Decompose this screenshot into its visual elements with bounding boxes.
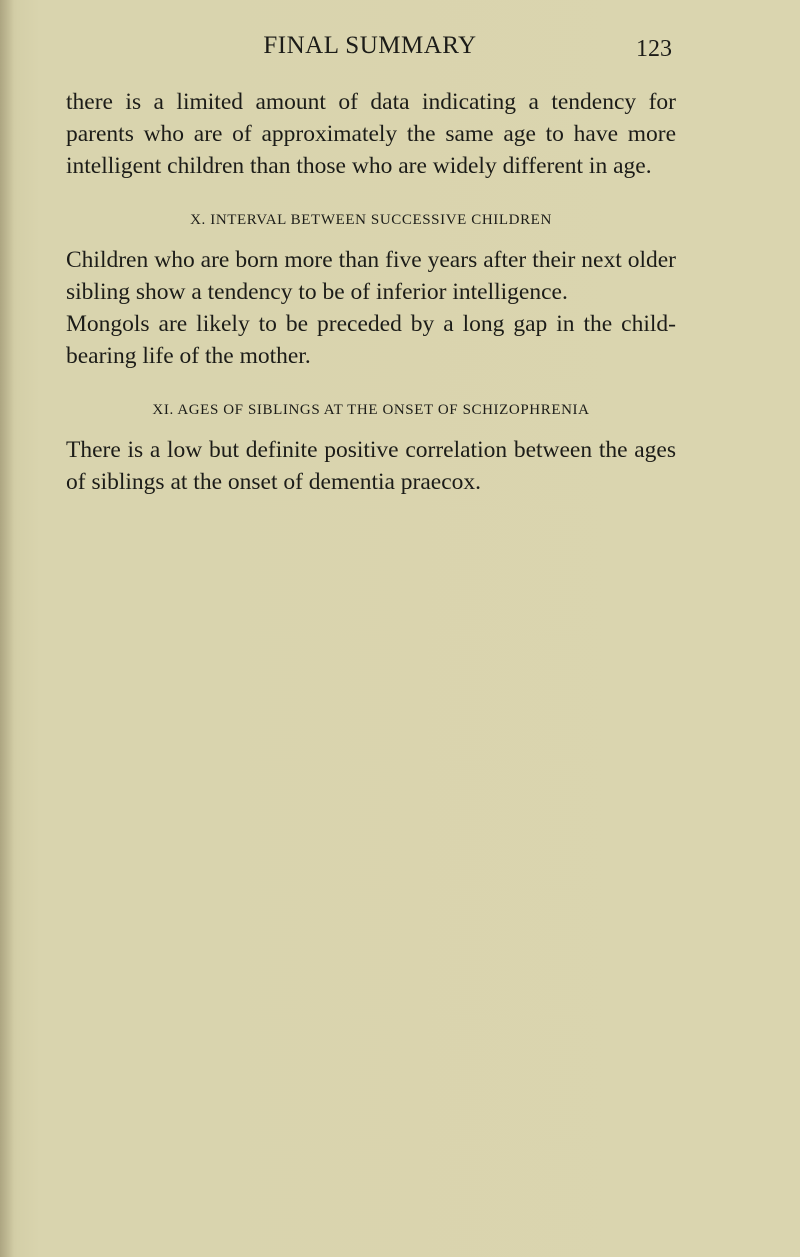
running-title: FINAL SUMMARY <box>263 32 477 59</box>
intro-paragraph: there is a limited amount of data indicating a tendency for parents who are of approximately the same age to have more intelligent children than those who are widely different in age. <box>66 89 676 179</box>
section-heading-x: X. INTERVAL BETWEEN SUCCESSIVE CHILDREN <box>190 212 552 228</box>
running-header <box>0 32 800 72</box>
section-xi-paragraph-1: There is a low but definite positive correlation between the ages of siblings at the onset of dementia praecox. <box>66 437 676 495</box>
section-x-paragraph-1: Children who are born more than five years after their next older sibling show a tendency to be of inferior intelligence. <box>66 247 676 305</box>
page-body <box>66 86 676 498</box>
page-number: 123 <box>636 36 672 62</box>
section-x-paragraph-2: Mongols are likely to be preceded by a long gap in the child-bearing life of the mother. <box>66 311 676 369</box>
section-heading-xi: XI. AGES OF SIBLINGS AT THE ONSET OF SCHIZOPHRENIA <box>152 402 590 418</box>
spine-shadow <box>0 0 14 1257</box>
